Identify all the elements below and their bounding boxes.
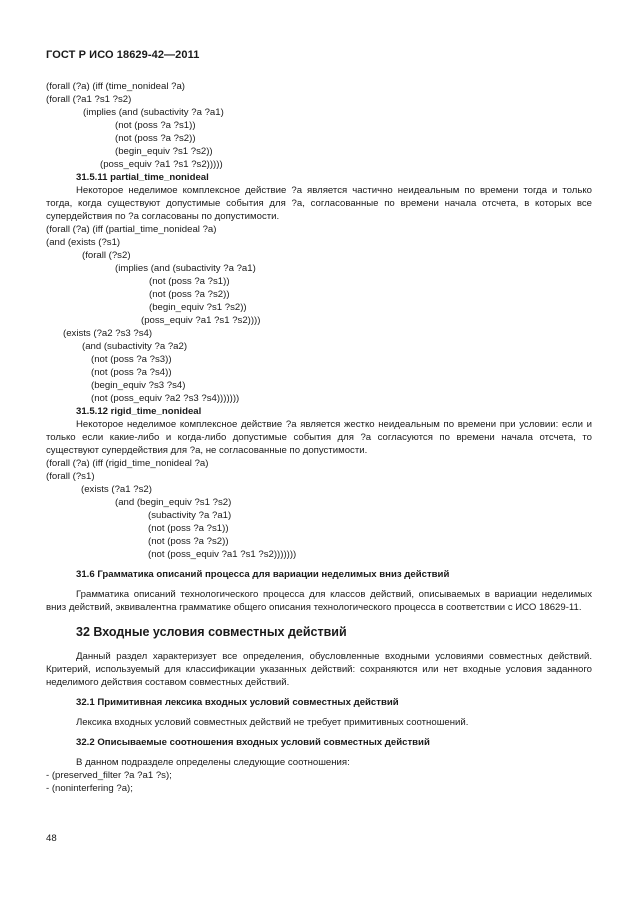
code-line: (forall (?a) (iff (time_nonideal ?a) bbox=[46, 81, 185, 92]
paragraph: В данном подразделе определены следующие соотношения: bbox=[76, 757, 350, 768]
code-line: (implies (and (subactivity ?a ?a1) bbox=[115, 263, 256, 274]
spacer bbox=[46, 561, 592, 568]
page-number: 48 bbox=[46, 833, 57, 844]
code-line: (not (poss ?a ?s1)) bbox=[149, 276, 230, 287]
paragraph: Лексика входных условий совместных действий не требует примитивных соотношений. bbox=[76, 717, 469, 728]
code-line: (forall (?a) (iff (partial_time_nonideal ?a) bbox=[46, 224, 217, 235]
code-line: (not (poss ?a ?s2)) bbox=[148, 536, 229, 547]
paragraph: Некоторое неделимое комплексное действие ?a является частично неидеальным по времени тогда и только тогда, когда существуют допустимые события для ?a, согласованные по времени начала отсчета, в которых все супердействия по ?a согласованы по допустимости. bbox=[46, 185, 592, 222]
code-line: (exists (?a2 ?s3 ?s4) bbox=[63, 328, 153, 339]
code-line: (and (begin_equiv ?s1 ?s2) bbox=[115, 497, 232, 508]
code-line: (not (poss ?a ?s4)) bbox=[91, 367, 172, 378]
paragraph: Грамматика описаний технологического процесса для классов действий, описываемых в вариации неделимых вниз действий, эквивалентна грамматике общего описания технологического процесса в соответствии с ИСО 18629-11. bbox=[46, 589, 592, 613]
code-line: (begin_equiv ?s1 ?s2)) bbox=[115, 146, 213, 157]
document-header: ГОСТ Р ИСО 18629-42—2011 bbox=[46, 49, 200, 61]
code-line: (exists (?a1 ?s2) bbox=[81, 484, 152, 495]
code-line: (forall (?a1 ?s1 ?s2) bbox=[46, 94, 132, 105]
subsection-heading: 31.5.12 rigid_time_nonideal bbox=[76, 406, 202, 417]
spacer bbox=[46, 581, 592, 588]
code-line: (begin_equiv ?s3 ?s4) bbox=[91, 380, 186, 391]
code-line: (implies (and (subactivity ?a ?a1) bbox=[83, 107, 224, 118]
document-body bbox=[46, 80, 592, 795]
code-line: (and (exists (?s1) bbox=[46, 237, 121, 248]
section-heading: 32.1 Примитивная лексика входных условий совместных действий bbox=[76, 697, 399, 708]
spacer bbox=[46, 689, 592, 696]
spacer bbox=[46, 749, 592, 756]
code-line: (poss_equiv ?a1 ?s1 ?s2)))) bbox=[141, 315, 261, 326]
code-line: (subactivity ?a ?a1) bbox=[148, 510, 232, 521]
code-line: (poss_equiv ?a1 ?s1 ?s2))))) bbox=[100, 159, 223, 170]
code-line: (forall (?a) (iff (rigid_time_nonideal ?a) bbox=[46, 458, 209, 469]
spacer bbox=[46, 614, 592, 624]
chapter-heading: 32 Входные условия совместных действий bbox=[76, 625, 347, 639]
list-item: - (noninterfering ?a); bbox=[46, 783, 133, 794]
spacer bbox=[46, 729, 592, 736]
section-heading: 32.2 Описываемые соотношения входных условий совместных действий bbox=[76, 737, 430, 748]
code-line: (not (poss ?a ?s2)) bbox=[115, 133, 196, 144]
subsection-heading: 31.5.11 partial_time_nonideal bbox=[76, 172, 209, 183]
paragraph: Некоторое неделимое комплексное действие ?a является жестко неидеальным по времени при условии: если и только если какие-либо и когда-либо допустимые события для ?a согласуются по времени начала отсчета, то существуют супердействия для ?a, не согласованные по допустимости. bbox=[46, 419, 592, 456]
code-line: (forall (?s1) bbox=[46, 471, 95, 482]
code-line: (begin_equiv ?s1 ?s2)) bbox=[149, 302, 247, 313]
code-line: (and (subactivity ?a ?a2) bbox=[82, 341, 188, 352]
code-line: (not (poss ?a ?s3)) bbox=[91, 354, 172, 365]
code-line: (forall (?s2) bbox=[82, 250, 131, 261]
spacer bbox=[46, 709, 592, 716]
code-line: (not (poss_equiv ?a1 ?s1 ?s2))))))) bbox=[148, 549, 297, 560]
code-line: (not (poss ?a ?s1)) bbox=[148, 523, 229, 534]
spacer bbox=[46, 640, 592, 650]
paragraph: Данный раздел характеризует все определения, обусловленные входными условиями совместных действий. Критерий, используемый для классификации указанных действий: сохраняются или нет входные условия заданного неделимого действия составом совместных действий. bbox=[46, 651, 592, 688]
section-heading: 31.6 Грамматика описаний процесса для вариации неделимых вниз действий bbox=[76, 569, 450, 580]
code-line: (not (poss ?a ?s2)) bbox=[149, 289, 230, 300]
list-item: - (preserved_filter ?a ?a1 ?s); bbox=[46, 770, 172, 781]
code-line: (not (poss_equiv ?a2 ?s3 ?s4))))))) bbox=[91, 393, 240, 404]
code-line: (not (poss ?a ?s1)) bbox=[115, 120, 196, 131]
